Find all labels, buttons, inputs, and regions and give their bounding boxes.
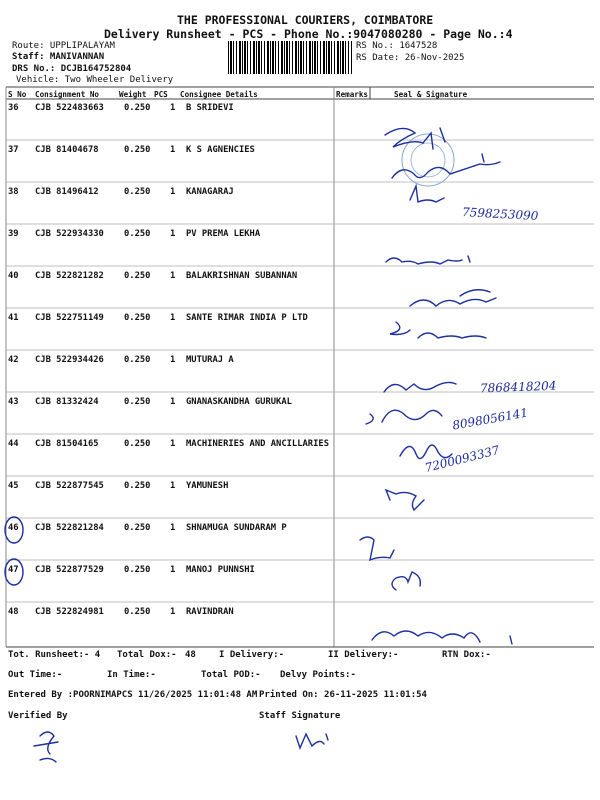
row-consignment: CJB 522751149: [35, 313, 104, 323]
circle-47: [5, 559, 23, 585]
row-sno: 36: [8, 103, 19, 113]
row-sno: 40: [8, 271, 19, 281]
handwritten-phone: 7598253090: [461, 205, 539, 223]
total-dox-value: 48: [185, 650, 196, 660]
signature-42: [384, 382, 456, 392]
row-pcs: 1: [170, 607, 176, 617]
row-consignee: GNANASKANDHA GURUKAL: [186, 397, 292, 407]
row-sno: 43: [8, 397, 19, 407]
row-consignment: CJB 81404678: [35, 145, 99, 155]
row-consignee: B SRIDEVI: [186, 103, 234, 113]
drs-number: DRS No.: DCJB164752804: [12, 64, 132, 74]
route: Route: UPPLIPALAYAM: [12, 41, 115, 51]
signature-44: [400, 445, 452, 459]
out-time: Out Time:-: [8, 670, 63, 680]
row-sno: 41: [8, 313, 19, 323]
row-pcs: 1: [170, 187, 176, 197]
col-weight: Weight: [119, 90, 147, 99]
row-sno: 47: [8, 565, 19, 575]
staff-signature-label: Staff Signature: [259, 711, 341, 721]
col-remarks: Remarks: [336, 90, 369, 99]
row-pcs: 1: [170, 103, 176, 113]
row-weight: 0.250: [124, 103, 151, 113]
staff-signature: [296, 734, 328, 748]
signature-41: [390, 322, 486, 338]
row-weight: 0.250: [124, 187, 151, 197]
signature-47: [392, 572, 420, 590]
row-weight: 0.250: [124, 397, 151, 407]
handwritten-phone: 8098056141: [451, 405, 529, 433]
row-consignee: KANAGARAJ: [186, 187, 234, 197]
row-sno: 45: [8, 481, 19, 491]
row-pcs: 1: [170, 439, 176, 449]
signature-39: [386, 256, 470, 264]
row-pcs: 1: [170, 397, 176, 407]
signature-48: [372, 631, 512, 644]
row-pcs: 1: [170, 565, 176, 575]
col-consignee: Consignee Details: [180, 90, 258, 99]
row-consignment: CJB 522483663: [35, 103, 104, 113]
row-pcs: 1: [170, 481, 176, 491]
rtn-dox: RTN Dox:-: [442, 650, 491, 660]
row-sno: 39: [8, 229, 19, 239]
row-pcs: 1: [170, 355, 176, 365]
handwritten-phone: 7868418204: [479, 378, 557, 396]
row-pcs: 1: [170, 313, 176, 323]
row-consignee: SHNAMUGA SUNDARAM P: [186, 523, 287, 533]
signature-40: [410, 290, 496, 306]
row-weight: 0.250: [124, 229, 151, 239]
signature-43: [366, 410, 442, 424]
row-consignment: CJB 81504165: [35, 439, 99, 449]
row-weight: 0.250: [124, 523, 151, 533]
row-sno: 48: [8, 607, 19, 617]
total-pod: Total POD:-: [201, 670, 261, 680]
row-consignee: MACHINERIES AND ANCILLARIES: [186, 439, 329, 449]
row-sno: 46: [8, 523, 19, 533]
row-consignee: RAVINDRAN: [186, 607, 234, 617]
circle-46: [5, 517, 23, 543]
row-consignment: CJB 522877545: [35, 481, 104, 491]
row-consignee: K S AGNENCIES: [186, 145, 255, 155]
col-sno: S No: [8, 90, 27, 99]
row-consignee: MUTURAJ A: [186, 355, 234, 365]
delvy-points: Delvy Points:-: [280, 670, 356, 680]
row-sno: 42: [8, 355, 19, 365]
row-consignment: CJB 522821284: [35, 523, 104, 533]
row-consignee: YAMUNESH: [186, 481, 229, 491]
row-consignment: CJB 522824981: [35, 607, 104, 617]
row-consignee: MANOJ PUNNSHI: [186, 565, 255, 575]
i-delivery: I Delivery:-: [219, 650, 285, 660]
row-consignment: CJB 522934426: [35, 355, 104, 365]
row-sno: 44: [8, 439, 19, 449]
verified-signature: [34, 732, 58, 762]
row-weight: 0.250: [124, 481, 151, 491]
signature-37: [392, 154, 500, 178]
signature-36: [385, 128, 445, 149]
printed-on: Printed On: 26-11-2025 11:01:54: [259, 690, 427, 700]
company-name: THE PROFESSIONAL COURIERS, COIMBATORE: [177, 13, 434, 27]
row-consignment: CJB 522877529: [35, 565, 104, 575]
row-pcs: 1: [170, 145, 176, 155]
row-weight: 0.250: [124, 355, 151, 365]
row-consignment: CJB 81332424: [35, 397, 99, 407]
rs-date: RS Date: 26-Nov-2025: [356, 53, 465, 63]
row-weight: 0.250: [124, 607, 151, 617]
runsheet-title: Delivery Runsheet - PCS - Phone No.:9047080280 - Page No.:4: [104, 27, 513, 41]
row-consignee: PV PREMA LEKHA: [186, 229, 261, 239]
row-weight: 0.250: [124, 145, 151, 155]
col-consignment: Consignment No: [35, 90, 100, 99]
signature-46: [360, 537, 394, 560]
signature-38: [410, 186, 444, 202]
row-sno: 38: [8, 187, 19, 197]
rs-number: RS No.: 1647528: [356, 41, 438, 51]
row-consignee: SANTE RIMAR INDIA P LTD: [186, 313, 308, 323]
col-seal-signature: Seal & Signature: [394, 90, 468, 99]
handwritten-phone: 7200093337: [423, 442, 501, 476]
row-consignment: CJB 522934330: [35, 229, 104, 239]
row-pcs: 1: [170, 229, 176, 239]
ii-delivery: II Delivery:-: [328, 650, 399, 660]
row-weight: 0.250: [124, 565, 151, 575]
tot-runsheet: Tot. Runsheet:- 4: [8, 650, 101, 660]
row-weight: 0.250: [124, 439, 151, 449]
verified-by: Verified By: [8, 711, 68, 721]
row-consignment: CJB 81496412: [35, 187, 99, 197]
row-pcs: 1: [170, 523, 176, 533]
vehicle: Vehicle: Two Wheeler Delivery: [16, 75, 174, 85]
row-weight: 0.250: [124, 313, 151, 323]
total-dox-label: Total Dox:-: [117, 650, 177, 660]
row-sno: 37: [8, 145, 19, 155]
row-pcs: 1: [170, 271, 176, 281]
col-pcs: PCS: [154, 90, 168, 99]
staff: Staff: MANIVANNAN: [12, 52, 105, 62]
row-consignee: BALAKRISHNAN SUBANNAN: [186, 271, 298, 281]
row-weight: 0.250: [124, 271, 151, 281]
in-time: In Time:-: [107, 670, 156, 680]
signature-45: [386, 490, 424, 510]
entered-by: Entered By :POORNIMAPCS 11/26/2025 11:01:48 AM: [8, 690, 258, 700]
row-consignment: CJB 522821282: [35, 271, 104, 281]
